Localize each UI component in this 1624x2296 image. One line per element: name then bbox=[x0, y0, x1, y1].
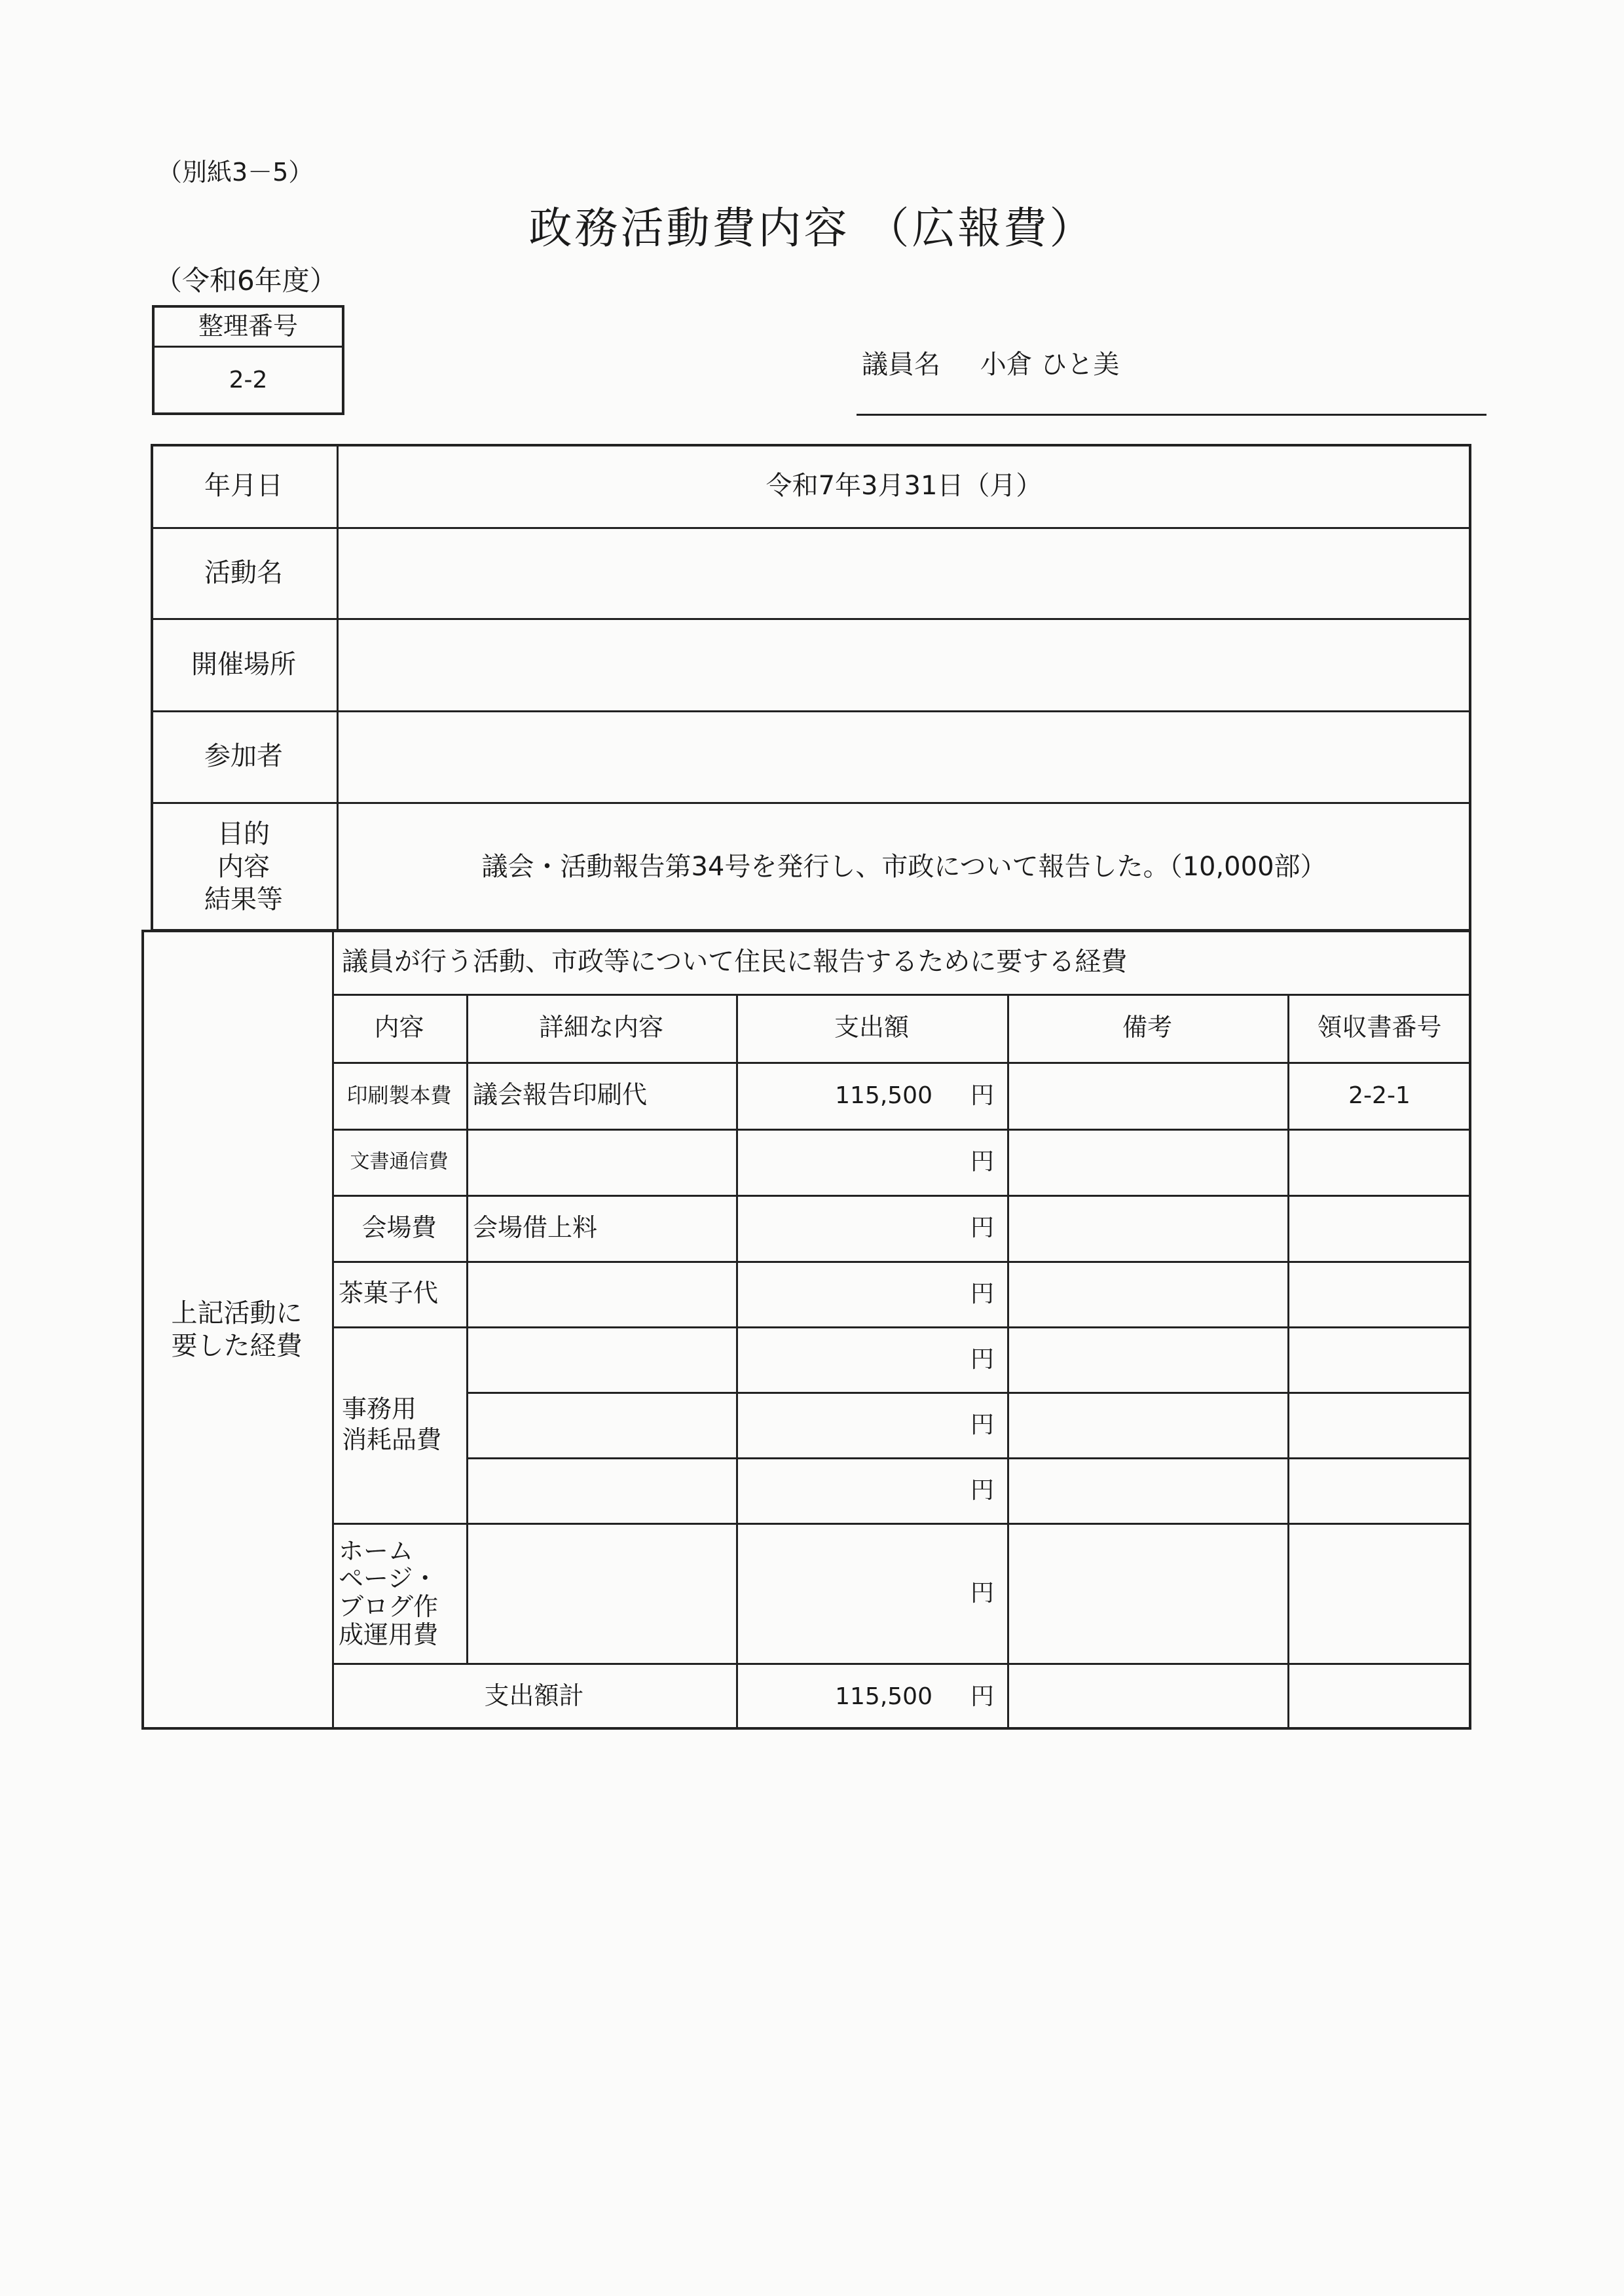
item-detail: 会場借上料 bbox=[473, 1212, 598, 1242]
item-receipt bbox=[1287, 1457, 1471, 1523]
item-receipt bbox=[1287, 1129, 1471, 1195]
item-note bbox=[1007, 1523, 1287, 1663]
item-note bbox=[1007, 1261, 1287, 1326]
item-detail bbox=[473, 1261, 735, 1326]
yen-unit: 円 bbox=[970, 1280, 994, 1307]
item-detail bbox=[473, 1457, 735, 1523]
item-category bbox=[332, 1392, 333, 1393]
item-note bbox=[1007, 1195, 1287, 1261]
item-detail bbox=[473, 1326, 735, 1392]
item-category: 事務用 消耗品費 bbox=[342, 1394, 442, 1454]
venue-value bbox=[337, 618, 1471, 710]
item-note bbox=[1007, 1392, 1287, 1457]
yen-unit: 円 bbox=[970, 1345, 994, 1373]
item-amount bbox=[736, 1195, 932, 1261]
item-receipt: 2-2-1 bbox=[1348, 1082, 1411, 1109]
item-note bbox=[1007, 1326, 1287, 1392]
item-detail: 議会報告印刷代 bbox=[473, 1080, 648, 1110]
item-category bbox=[332, 1457, 333, 1458]
header-amount: 支出額 bbox=[834, 1013, 909, 1042]
reference-number-value: 2-2 bbox=[229, 367, 268, 393]
participants-value bbox=[337, 710, 1471, 802]
activity-value bbox=[337, 527, 1471, 618]
fiscal-year: （令和6年度） bbox=[155, 264, 337, 297]
attachment-label: （別紙3－5） bbox=[157, 158, 314, 187]
item-note bbox=[1007, 1457, 1287, 1523]
item-detail bbox=[473, 1523, 735, 1663]
item-note bbox=[1007, 1062, 1287, 1129]
header-receipt: 領収書番号 bbox=[1317, 1013, 1442, 1042]
item-note bbox=[1007, 1129, 1287, 1195]
expenses-description: 議員が行う活動、市政等について住民に報告するために要する経費 bbox=[342, 947, 1128, 977]
item-receipt bbox=[1287, 1523, 1471, 1663]
purpose-value: 議会・活動報告第34号を発行し、市政について報告した。（10,000部） bbox=[481, 852, 1327, 882]
total-label: 支出額計 bbox=[484, 1681, 584, 1711]
yen-unit: 円 bbox=[970, 1683, 994, 1710]
member-line bbox=[862, 344, 1151, 381]
activity-label: 活動名 bbox=[204, 557, 283, 588]
venue-label: 開催場所 bbox=[191, 649, 296, 680]
item-receipt bbox=[1287, 1326, 1471, 1392]
item-category: 会場費 bbox=[361, 1212, 437, 1242]
header-note: 備考 bbox=[1122, 1013, 1172, 1042]
item-category: 印刷製本費 bbox=[346, 1083, 452, 1108]
item-amount bbox=[736, 1457, 932, 1523]
yen-unit: 円 bbox=[970, 1411, 994, 1438]
item-amount: 115,500 bbox=[835, 1082, 932, 1109]
yen-unit: 円 bbox=[970, 1082, 994, 1109]
yen-unit: 円 bbox=[970, 1214, 994, 1241]
item-category: ホーム ページ・ ブログ作 成運用費 bbox=[339, 1536, 439, 1649]
reference-number-box bbox=[152, 305, 344, 415]
item-amount bbox=[736, 1326, 932, 1392]
item-receipt bbox=[1287, 1195, 1471, 1261]
header-category: 内容 bbox=[374, 1013, 424, 1042]
item-amount bbox=[736, 1261, 932, 1326]
detail-column-rule bbox=[466, 994, 468, 1663]
item-category: 茶菓子代 bbox=[339, 1279, 439, 1308]
date-value: 令和7年3月31日（月） bbox=[766, 470, 1043, 501]
member-name: 小倉 ひと美 bbox=[980, 350, 1120, 380]
expenses-side-label: 上記活動に 要した経費 bbox=[171, 1298, 303, 1361]
member-label: 議員名 bbox=[862, 350, 940, 380]
item-detail bbox=[473, 1392, 735, 1457]
yen-unit: 円 bbox=[970, 1148, 994, 1175]
item-detail bbox=[473, 1129, 735, 1195]
item-receipt bbox=[1287, 1261, 1471, 1326]
item-amount bbox=[736, 1392, 932, 1457]
item-amount bbox=[736, 1523, 932, 1663]
item-amount bbox=[736, 1129, 932, 1195]
yen-unit: 円 bbox=[970, 1476, 994, 1504]
item-receipt bbox=[1287, 1392, 1471, 1457]
purpose-label: 目的 内容 結果等 bbox=[204, 819, 283, 915]
member-underline bbox=[857, 414, 1486, 416]
header-detail: 詳細な内容 bbox=[538, 1013, 663, 1042]
yen-unit: 円 bbox=[970, 1579, 994, 1607]
page-title: 政務活動費内容 （広報費） bbox=[528, 203, 1096, 253]
item-category: 文書通信費 bbox=[350, 1150, 449, 1173]
reference-number-label: 整理番号 bbox=[155, 308, 342, 348]
date-label: 年月日 bbox=[204, 470, 283, 501]
participants-label: 参加者 bbox=[204, 741, 283, 771]
total-amount: 115,500 bbox=[835, 1683, 932, 1710]
